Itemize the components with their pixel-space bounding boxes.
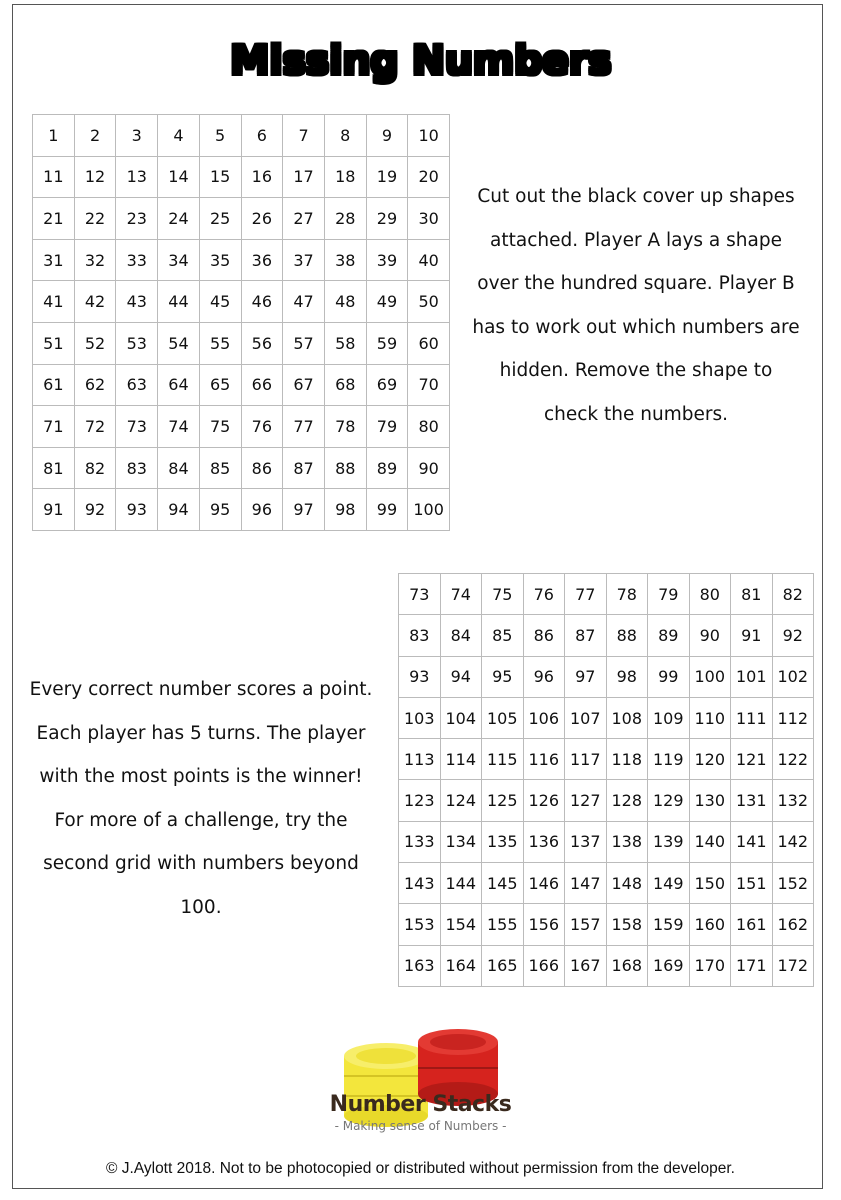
- grid-cell: 80: [408, 406, 450, 448]
- text-line: over the hundred square. Player B: [477, 273, 795, 294]
- grid-cell: 8: [325, 115, 367, 157]
- grid-cell: 9: [367, 115, 409, 157]
- grid-cell: 95: [482, 657, 524, 698]
- grid-cell: 67: [283, 365, 325, 407]
- grid-cell: 92: [75, 489, 117, 531]
- grid-cell: 92: [773, 615, 815, 656]
- text-line: with the most points is the winner!: [39, 766, 363, 787]
- grid-cell: 65: [200, 365, 242, 407]
- grid-cell: 79: [648, 574, 690, 615]
- grid-cell: 16: [242, 157, 284, 199]
- grid-cell: 27: [283, 198, 325, 240]
- grid-cell: 172: [773, 946, 815, 987]
- grid-cell: 135: [482, 822, 524, 863]
- grid-cell: 144: [441, 863, 483, 904]
- grid-cell: 138: [607, 822, 649, 863]
- text-line: has to work out which numbers are: [472, 316, 800, 338]
- grid-cell: 5: [200, 115, 242, 157]
- grid-cell: 80: [690, 574, 732, 615]
- grid-cell: 133: [399, 822, 441, 863]
- grid-cell: 31: [33, 240, 75, 282]
- grid-cell: 74: [158, 406, 200, 448]
- grid-cell: 164: [441, 946, 483, 987]
- text-line: Each player has 5 turns. The player: [36, 722, 366, 744]
- grid-cell: 86: [242, 448, 284, 490]
- grid-cell: 143: [399, 863, 441, 904]
- grid-cell: 116: [524, 739, 566, 780]
- grid-cell: 165: [482, 946, 524, 987]
- grid-cell: 52: [75, 323, 117, 365]
- grid-cell: 148: [607, 863, 649, 904]
- grid-cell: 39: [367, 240, 409, 282]
- grid-cell: 114: [441, 739, 483, 780]
- grid-cell: 131: [731, 780, 773, 821]
- grid-cell: 111: [731, 698, 773, 739]
- grid-cell: 62: [75, 365, 117, 407]
- grid-cell: 170: [690, 946, 732, 987]
- grid-cell: 87: [565, 615, 607, 656]
- grid-cell: 155: [482, 904, 524, 945]
- grid-cell: 82: [773, 574, 815, 615]
- grid-cell: 51: [33, 323, 75, 365]
- grid-cell: 139: [648, 822, 690, 863]
- grid-cell: 90: [408, 448, 450, 490]
- grid-cell: 83: [399, 615, 441, 656]
- grid-cell: 95: [200, 489, 242, 531]
- grid-cell: 105: [482, 698, 524, 739]
- grid-cell: 146: [524, 863, 566, 904]
- grid-cell: 6: [242, 115, 284, 157]
- grid-cell: 94: [441, 657, 483, 698]
- grid-cell: 113: [399, 739, 441, 780]
- grid-cell: 85: [200, 448, 242, 490]
- grid-cell: 97: [565, 657, 607, 698]
- grid-cell: 28: [325, 198, 367, 240]
- grid-cell: 100: [690, 657, 732, 698]
- grid-cell: 41: [33, 281, 75, 323]
- grid-cell: 109: [648, 698, 690, 739]
- grid-cell: 43: [116, 281, 158, 323]
- grid-cell: 121: [731, 739, 773, 780]
- instructions-text: [460, 175, 812, 436]
- grid-cell: 141: [731, 822, 773, 863]
- grid-cell: 33: [116, 240, 158, 282]
- grid-cell: 127: [565, 780, 607, 821]
- beyond-100-grid: [398, 573, 814, 987]
- text-line: check the numbers.: [543, 403, 728, 425]
- grid-cell: 78: [325, 406, 367, 448]
- grid-cell: 136: [524, 822, 566, 863]
- grid-cell: 63: [116, 365, 158, 407]
- grid-cell: 115: [482, 739, 524, 780]
- grid-cell: 74: [441, 574, 483, 615]
- grid-cell: 56: [242, 323, 284, 365]
- grid-cell: 96: [524, 657, 566, 698]
- grid-cell: 99: [367, 489, 409, 531]
- grid-cell: 3: [116, 115, 158, 157]
- grid-cell: 84: [158, 448, 200, 490]
- grid-cell: 75: [200, 406, 242, 448]
- grid-cell: 130: [690, 780, 732, 821]
- page-title: Missing Numbers: [229, 38, 612, 84]
- grid-cell: 40: [408, 240, 450, 282]
- text-line: hidden. Remove the shape to: [499, 360, 773, 381]
- grid-cell: 48: [325, 281, 367, 323]
- grid-cell: 87: [283, 448, 325, 490]
- grid-cell: 129: [648, 780, 690, 821]
- grid-cell: 161: [731, 904, 773, 945]
- grid-cell: 96: [242, 489, 284, 531]
- grid-cell: 57: [283, 323, 325, 365]
- grid-cell: 147: [565, 863, 607, 904]
- grid-cell: 45: [200, 281, 242, 323]
- grid-cell: 132: [773, 780, 815, 821]
- grid-cell: 91: [731, 615, 773, 656]
- grid-cell: 44: [158, 281, 200, 323]
- grid-cell: 25: [200, 198, 242, 240]
- grid-cell: 83: [116, 448, 158, 490]
- grid-cell: 98: [607, 657, 649, 698]
- grid-cell: 128: [607, 780, 649, 821]
- grid-cell: 171: [731, 946, 773, 987]
- grid-cell: 166: [524, 946, 566, 987]
- grid-cell: 159: [648, 904, 690, 945]
- grid-cell: 50: [408, 281, 450, 323]
- grid-cell: 75: [482, 574, 524, 615]
- grid-cell: 90: [690, 615, 732, 656]
- grid-cell: 102: [773, 657, 815, 698]
- grid-cell: 66: [242, 365, 284, 407]
- grid-cell: 30: [408, 198, 450, 240]
- grid-cell: 54: [158, 323, 200, 365]
- grid-cell: 153: [399, 904, 441, 945]
- grid-cell: 91: [33, 489, 75, 531]
- grid-cell: 73: [399, 574, 441, 615]
- grid-cell: 19: [367, 157, 409, 199]
- grid-cell: 134: [441, 822, 483, 863]
- grid-cell: 101: [731, 657, 773, 698]
- grid-cell: 23: [116, 198, 158, 240]
- hundred-square-grid: [32, 114, 450, 531]
- logo-tagline: - Making sense of Numbers -: [334, 1119, 507, 1133]
- grid-cell: 12: [75, 157, 117, 199]
- grid-cell: 32: [75, 240, 117, 282]
- grid-cell: 61: [33, 365, 75, 407]
- grid-cell: 103: [399, 698, 441, 739]
- grid-cell: 82: [75, 448, 117, 490]
- grid-cell: 112: [773, 698, 815, 739]
- grid-cell: 70: [408, 365, 450, 407]
- grid-cell: 68: [325, 365, 367, 407]
- grid-cell: 21: [33, 198, 75, 240]
- scoring-text: [18, 668, 384, 929]
- grid-cell: 98: [325, 489, 367, 531]
- grid-cell: 36: [242, 240, 284, 282]
- grid-cell: 120: [690, 739, 732, 780]
- grid-cell: 76: [524, 574, 566, 615]
- grid-cell: 49: [367, 281, 409, 323]
- grid-cell: 85: [482, 615, 524, 656]
- grid-cell: 79: [367, 406, 409, 448]
- grid-cell: 152: [773, 863, 815, 904]
- grid-cell: 122: [773, 739, 815, 780]
- grid-cell: 110: [690, 698, 732, 739]
- grid-cell: 69: [367, 365, 409, 407]
- grid-cell: 97: [283, 489, 325, 531]
- grid-cell: 163: [399, 946, 441, 987]
- grid-cell: 125: [482, 780, 524, 821]
- grid-cell: 7: [283, 115, 325, 157]
- grid-cell: 60: [408, 323, 450, 365]
- grid-cell: 93: [116, 489, 158, 531]
- grid-cell: 76: [242, 406, 284, 448]
- grid-cell: 4: [158, 115, 200, 157]
- copyright-footer: © J.Aylott 2018. Not to be photocopied or distributed without permission from the developer.: [106, 1160, 735, 1177]
- grid-cell: 107: [565, 698, 607, 739]
- grid-cell: 126: [524, 780, 566, 821]
- grid-cell: 89: [367, 448, 409, 490]
- grid-cell: 78: [607, 574, 649, 615]
- grid-cell: 47: [283, 281, 325, 323]
- grid-cell: 55: [200, 323, 242, 365]
- grid-cell: 94: [158, 489, 200, 531]
- grid-cell: 106: [524, 698, 566, 739]
- grid-cell: 77: [283, 406, 325, 448]
- grid-cell: 14: [158, 157, 200, 199]
- grid-cell: 72: [75, 406, 117, 448]
- grid-cell: 26: [242, 198, 284, 240]
- grid-cell: 24: [158, 198, 200, 240]
- grid-cell: 59: [367, 323, 409, 365]
- grid-cell: 168: [607, 946, 649, 987]
- grid-cell: 162: [773, 904, 815, 945]
- grid-cell: 145: [482, 863, 524, 904]
- grid-cell: 86: [524, 615, 566, 656]
- grid-cell: 89: [648, 615, 690, 656]
- grid-cell: 64: [158, 365, 200, 407]
- logo-name: Number Stacks: [329, 1092, 512, 1117]
- text-line: Every correct number scores a point.: [29, 679, 373, 700]
- grid-cell: 88: [325, 448, 367, 490]
- grid-cell: 167: [565, 946, 607, 987]
- grid-cell: 137: [565, 822, 607, 863]
- grid-cell: 22: [75, 198, 117, 240]
- grid-cell: 142: [773, 822, 815, 863]
- text-line: 100.: [180, 896, 222, 918]
- grid-cell: 149: [648, 863, 690, 904]
- grid-cell: 20: [408, 157, 450, 199]
- grid-cell: 104: [441, 698, 483, 739]
- grid-cell: 157: [565, 904, 607, 945]
- grid-cell: 2: [75, 115, 117, 157]
- grid-cell: 151: [731, 863, 773, 904]
- grid-cell: 169: [648, 946, 690, 987]
- grid-cell: 124: [441, 780, 483, 821]
- grid-cell: 37: [283, 240, 325, 282]
- grid-cell: 15: [200, 157, 242, 199]
- grid-cell: 38: [325, 240, 367, 282]
- grid-cell: 77: [565, 574, 607, 615]
- grid-cell: 81: [731, 574, 773, 615]
- grid-cell: 35: [200, 240, 242, 282]
- grid-cell: 93: [399, 657, 441, 698]
- grid-cell: 117: [565, 739, 607, 780]
- grid-cell: 13: [116, 157, 158, 199]
- grid-cell: 10: [408, 115, 450, 157]
- grid-cell: 108: [607, 698, 649, 739]
- grid-cell: 123: [399, 780, 441, 821]
- grid-cell: 53: [116, 323, 158, 365]
- grid-cell: 99: [648, 657, 690, 698]
- grid-cell: 88: [607, 615, 649, 656]
- grid-cell: 18: [325, 157, 367, 199]
- grid-cell: 118: [607, 739, 649, 780]
- grid-cell: 58: [325, 323, 367, 365]
- grid-cell: 154: [441, 904, 483, 945]
- grid-cell: 42: [75, 281, 117, 323]
- grid-cell: 158: [607, 904, 649, 945]
- grid-cell: 11: [33, 157, 75, 199]
- text-line: Cut out the black cover up shapes: [477, 186, 795, 207]
- text-line: For more of a challenge, try the: [54, 809, 348, 831]
- grid-cell: 29: [367, 198, 409, 240]
- grid-cell: 160: [690, 904, 732, 945]
- grid-cell: 119: [648, 739, 690, 780]
- grid-cell: 140: [690, 822, 732, 863]
- text-line: attached. Player A lays a shape: [490, 229, 782, 251]
- grid-cell: 84: [441, 615, 483, 656]
- grid-cell: 1: [33, 115, 75, 157]
- grid-cell: 73: [116, 406, 158, 448]
- text-line: second grid with numbers beyond: [43, 853, 359, 874]
- grid-cell: 17: [283, 157, 325, 199]
- grid-cell: 156: [524, 904, 566, 945]
- grid-cell: 34: [158, 240, 200, 282]
- grid-cell: 150: [690, 863, 732, 904]
- grid-cell: 81: [33, 448, 75, 490]
- grid-cell: 46: [242, 281, 284, 323]
- grid-cell: 100: [408, 489, 450, 531]
- grid-cell: 71: [33, 406, 75, 448]
